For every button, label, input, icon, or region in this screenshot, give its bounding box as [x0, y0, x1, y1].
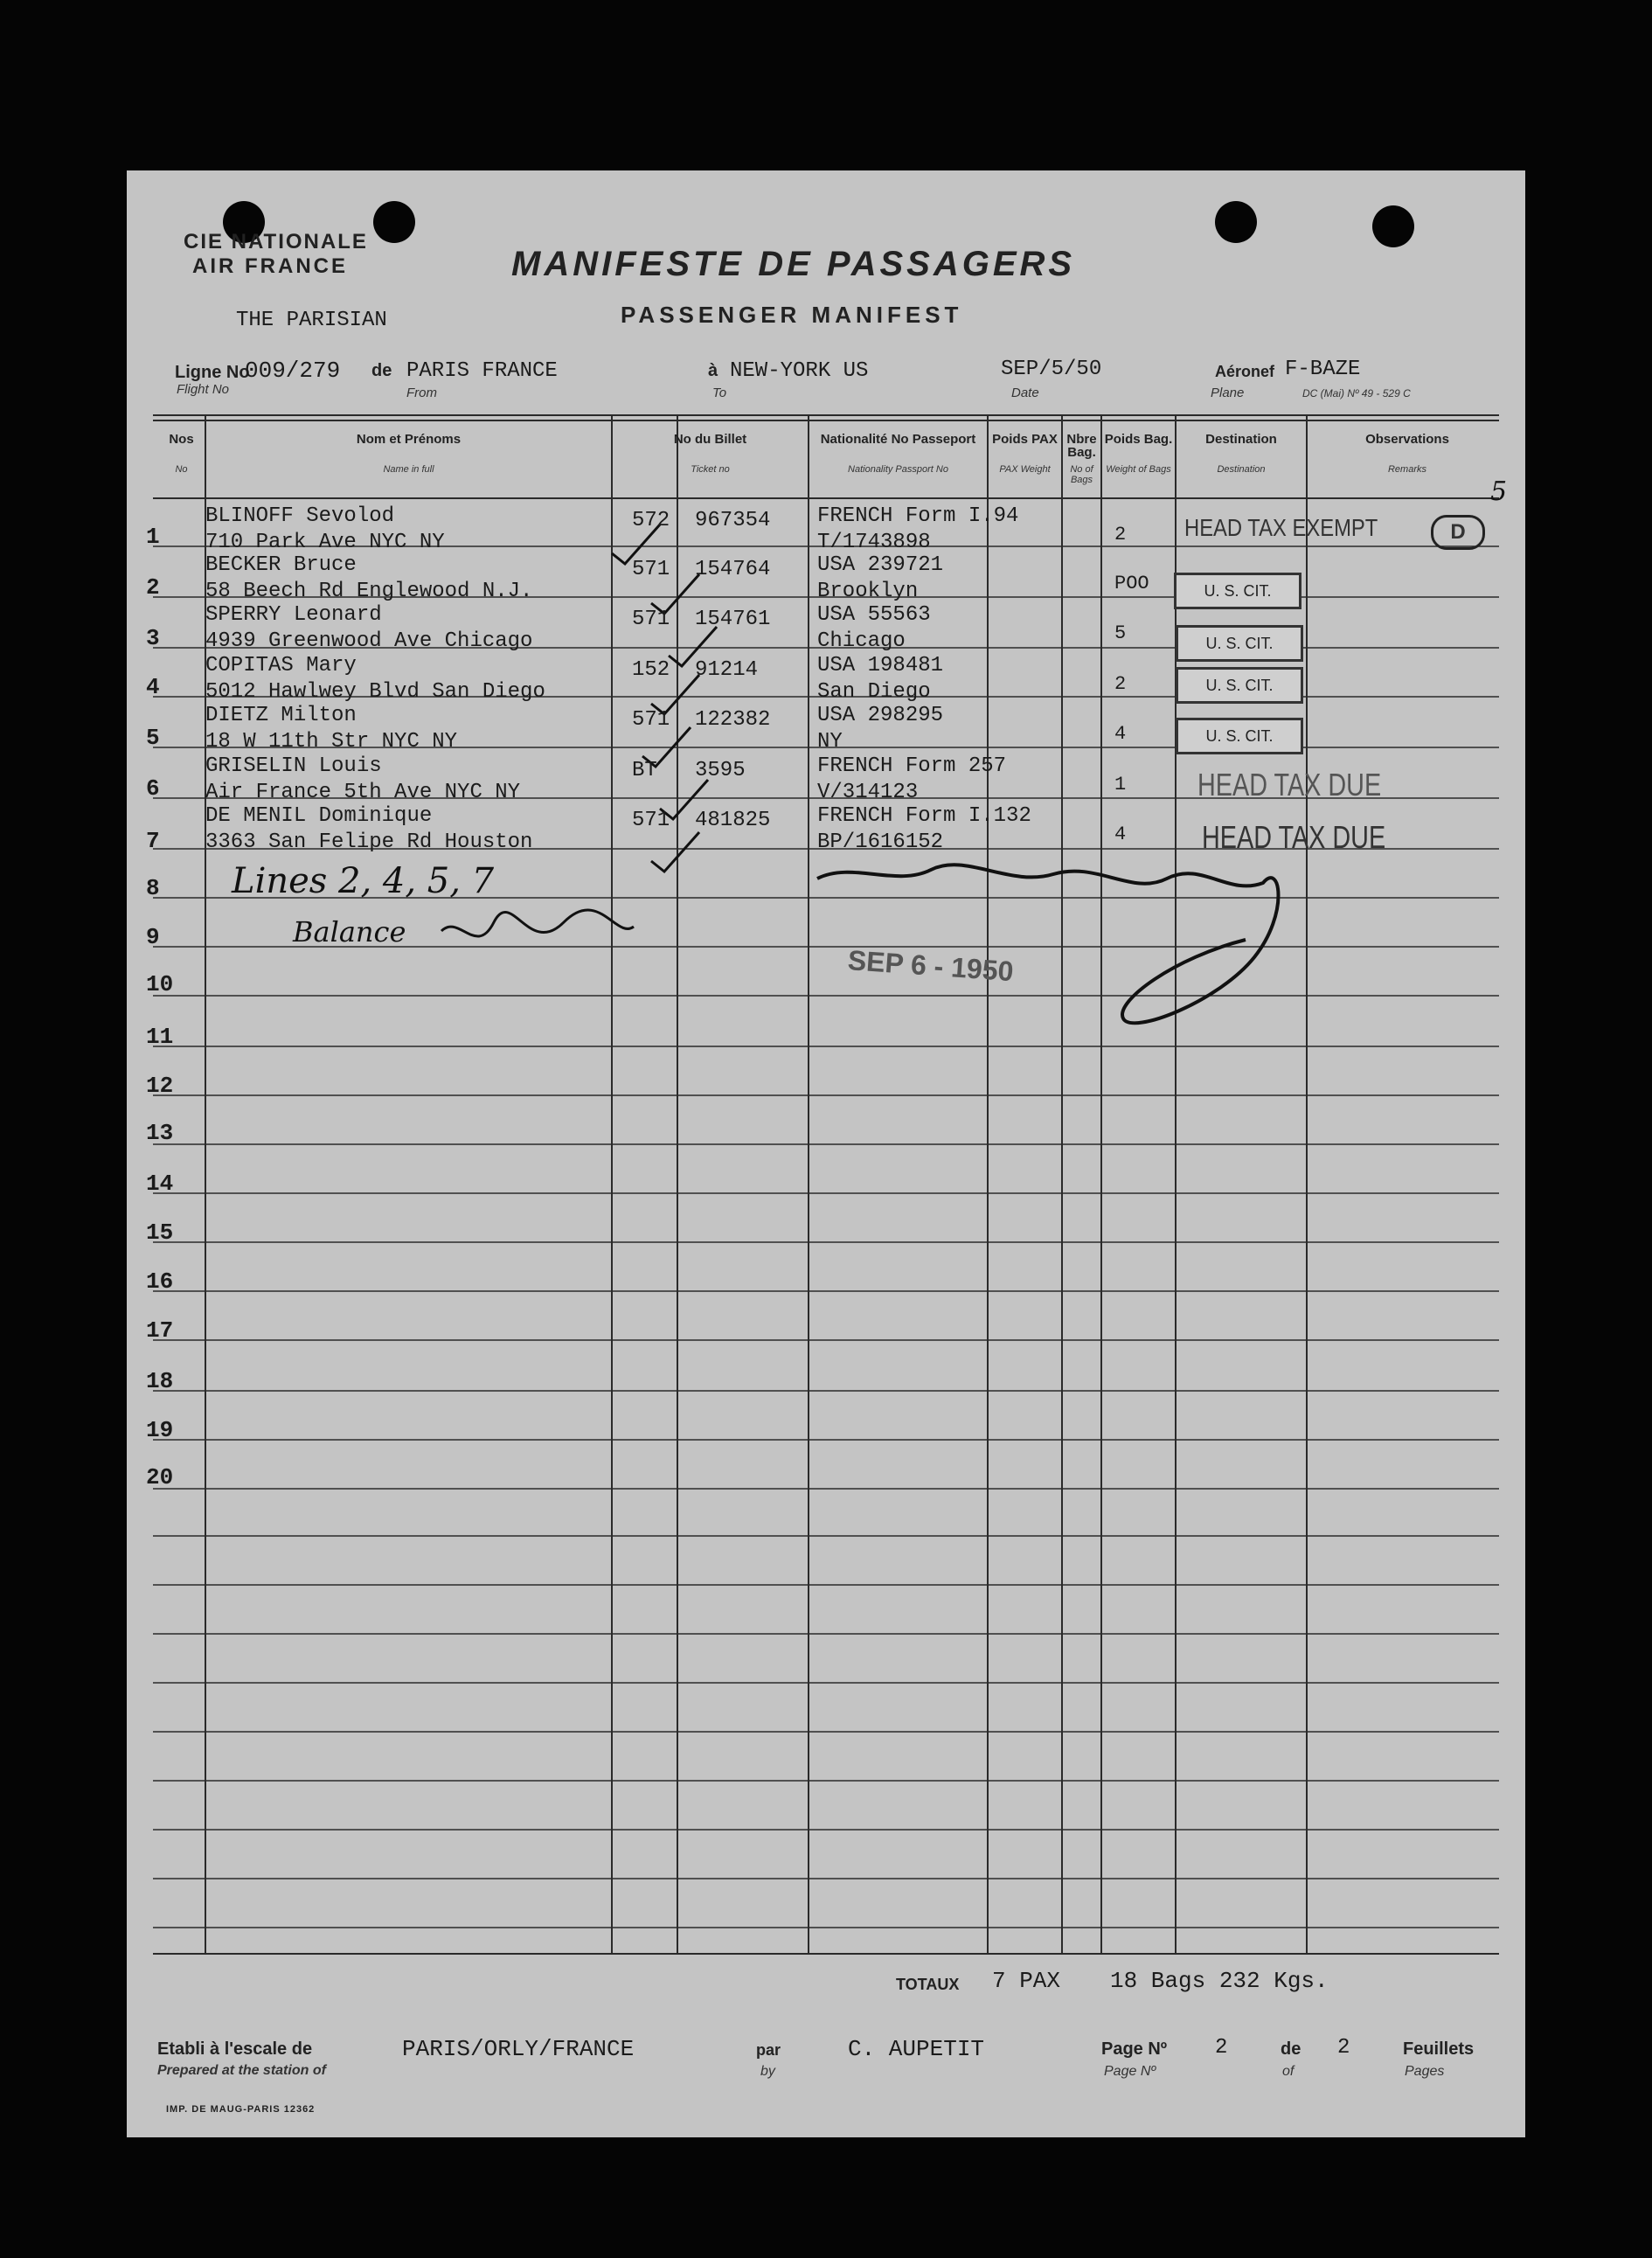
column-header-en: No of Bags [1070, 464, 1093, 485]
to-label: To [712, 386, 727, 400]
ticket-prefix: 571 [632, 708, 670, 732]
from-value: PARIS FRANCE [406, 359, 558, 383]
us-cit-stamp: U. S. CIT. [1176, 625, 1303, 662]
passenger-address: 4939 Greenwood Ave Chicago [205, 629, 533, 653]
bag-weight: 2 [1114, 673, 1127, 695]
bag-weight: 4 [1114, 723, 1127, 745]
row-number: 15 [146, 1219, 174, 1246]
of-label: de [1281, 2039, 1301, 2059]
column-header-en: PAX Weight [999, 464, 1051, 475]
row-number: 5 [146, 725, 160, 751]
passenger-address: 5012 Hawlwey Blvd San Diego [205, 680, 545, 704]
row-number: 3 [146, 625, 160, 651]
row-number: 11 [146, 1024, 174, 1050]
prepared-by-value: C. AUPETIT [848, 2036, 985, 2062]
column-header-en: Nationality Passport No [848, 464, 948, 475]
totals-pax: 7 PAX [992, 1968, 1061, 1994]
printer-imprint: IMP. DE MAUG-PARIS 12362 [166, 2104, 316, 2115]
passenger-name: COPITAS Mary [205, 654, 357, 677]
column-header: Destination [1205, 432, 1277, 447]
sheets-label-en: Pages [1405, 2064, 1445, 2079]
from-label: From [406, 386, 437, 400]
passport-number: San Diego [817, 680, 931, 704]
page-subtitle: PASSENGER MANIFEST [621, 302, 963, 328]
date-label: Date [1011, 386, 1039, 400]
company-name: CIE NATIONALE [184, 230, 368, 254]
column-header: Poids Bag. [1104, 432, 1173, 447]
row-number: 10 [146, 971, 174, 997]
plane-label: Aéronef [1215, 363, 1275, 380]
bag-weight: POO [1114, 573, 1149, 594]
to-prefix: à [708, 361, 718, 380]
passenger-address: 18 W 11th Str NYC NY [205, 730, 458, 754]
handwritten-signature [127, 170, 1525, 2137]
column-header: Nbre Bag. [1066, 432, 1097, 460]
passport-number: Brooklyn [817, 580, 919, 603]
ticket-prefix: 572 [632, 509, 670, 532]
row-number: 13 [146, 1120, 174, 1146]
row-number: 19 [146, 1417, 174, 1443]
us-cit-stamp: U. S. CIT. [1176, 667, 1303, 704]
row-number: 4 [146, 674, 160, 700]
from-prefix: de [371, 361, 392, 380]
date-received-stamp: SEP 6 - 1950 [846, 944, 1015, 988]
flight-label: Flight No [177, 382, 230, 397]
head-tax-due-stamp: HEAD TAX DUE [1197, 767, 1382, 802]
ticket-prefix: 571 [632, 558, 670, 581]
passenger-name: BECKER Bruce [205, 553, 357, 577]
prepared-label: Etabli à l'escale de [157, 2039, 313, 2059]
passenger-name: SPERRY Leonard [205, 603, 382, 627]
bag-weight: 2 [1114, 524, 1127, 545]
passport-number: BP/1616152 [817, 830, 944, 854]
nationality: USA 298295 [817, 704, 944, 727]
passenger-address: Air France 5th Ave NYC NY [205, 781, 521, 804]
column-header-en: Weight of Bags [1106, 464, 1171, 475]
page-title: MANIFESTE DE PASSAGERS [511, 245, 1076, 283]
row-number: 6 [146, 775, 160, 802]
handwritten-note: Balance [293, 915, 406, 948]
passenger-name: BLINOFF Sevolod [205, 504, 395, 528]
passenger-address: 3363 San Felipe Rd Houston [205, 830, 533, 854]
nationality: FRENCH Form 257 [817, 754, 1007, 778]
passenger-address: 710 Park Ave NYC NY [205, 531, 445, 554]
page-number: 2 [1215, 2036, 1228, 2060]
company-name-line2: AIR FRANCE [192, 254, 348, 278]
ticket-prefix: 571 [632, 809, 670, 832]
handwritten-note: Lines 2, 4, 5, 7 [232, 861, 495, 901]
exempt-code-stamp: D [1431, 515, 1485, 550]
manifest-sheet [127, 170, 1525, 2137]
date-value: SEP/5/50 [1001, 358, 1102, 381]
passenger-name: DIETZ Milton [205, 704, 357, 727]
station-value: PARIS/ORLY/FRANCE [402, 2036, 635, 2062]
margin-number: 5 [1490, 476, 1508, 507]
nationality: USA 55563 [817, 603, 931, 627]
total-pages: 2 [1337, 2036, 1350, 2060]
head-tax-due-stamp: HEAD TAX DUE [1202, 819, 1386, 855]
column-header: Nationalité No Passeport [820, 432, 976, 447]
us-cit-stamp: U. S. CIT. [1176, 718, 1303, 754]
ticket-prefix: 152 [632, 658, 670, 682]
ticket-number: 154764 [695, 558, 771, 581]
plane-value: F-BAZE [1285, 358, 1361, 381]
row-number: 2 [146, 574, 160, 601]
column-header: Poids PAX [992, 432, 1058, 447]
ligne-value: 009/279 [245, 358, 341, 384]
by-label: par [756, 2041, 781, 2059]
to-value: NEW-YORK US [730, 359, 869, 383]
page-label: Page Nº [1101, 2039, 1168, 2059]
ticket-number: 3595 [695, 759, 746, 782]
row-number: 7 [146, 828, 160, 854]
passport-number: T/1743898 [817, 531, 931, 554]
bag-weight: 5 [1114, 622, 1127, 644]
totals-bags: 18 Bags 232 Kgs. [1110, 1968, 1329, 1994]
bag-weight: 4 [1114, 823, 1127, 845]
us-cit-stamp: U. S. CIT. [1174, 573, 1301, 609]
aircraft-name: THE PARISIAN [236, 309, 387, 332]
column-header: Observations [1365, 432, 1449, 447]
ligne-label: Ligne No [175, 363, 250, 382]
prepared-label-en: Prepared at the station of [157, 2063, 326, 2078]
head-tax-exempt-stamp: HEAD TAX EXEMPT [1184, 514, 1378, 541]
row-number: 12 [146, 1073, 174, 1099]
nationality: USA 198481 [817, 654, 944, 677]
passport-number: NY [817, 730, 843, 754]
form-code: DC (Mai) Nº 49 - 529 C [1302, 387, 1411, 399]
nationality: USA 239721 [817, 553, 944, 577]
column-header: Nom et Prénoms [356, 432, 462, 447]
row-number: 1 [146, 524, 160, 550]
passport-number: Chicago [817, 629, 906, 653]
row-number: 20 [146, 1464, 174, 1490]
page-label-en: Page Nº [1104, 2064, 1156, 2079]
by-label-en: by [760, 2064, 775, 2079]
ticket-number: 154761 [695, 608, 771, 631]
passenger-name: DE MENIL Dominique [205, 804, 433, 828]
column-header-en: No [175, 464, 188, 475]
column-header-en: Remarks [1387, 464, 1426, 475]
row-number: 8 [146, 875, 160, 901]
ticket-number: 967354 [695, 509, 771, 532]
plane-label-en: Plane [1211, 386, 1245, 400]
nationality: FRENCH Form I.94 [817, 504, 1019, 528]
column-header: No du Billet [673, 432, 747, 447]
ticket-number: 122382 [695, 708, 771, 732]
ticket-number: 91214 [695, 658, 759, 682]
column-header: Nos [169, 432, 194, 447]
ticket-prefix: 571 [632, 608, 670, 631]
column-header-en: Name in full [383, 464, 434, 475]
row-number: 16 [146, 1268, 174, 1295]
totals-label: TOTAUX [896, 1976, 960, 1993]
ticket-prefix: BT [632, 759, 657, 782]
of-label-en: of [1282, 2064, 1295, 2079]
row-number: 17 [146, 1317, 174, 1344]
passenger-name: GRISELIN Louis [205, 754, 382, 778]
row-number: 14 [146, 1171, 174, 1197]
row-number: 18 [146, 1368, 174, 1394]
row-number: 9 [146, 924, 160, 950]
sheets-label: Feuillets [1403, 2039, 1475, 2059]
bag-weight: 1 [1114, 774, 1127, 796]
ticket-number: 481825 [695, 809, 771, 832]
nationality: FRENCH Form I.132 [817, 804, 1031, 828]
column-header-en: Destination [1217, 464, 1266, 475]
passenger-address: 58 Beech Rd Englewood N.J. [205, 580, 533, 603]
column-header-en: Ticket no [691, 464, 730, 475]
passport-number: V/314123 [817, 781, 919, 804]
